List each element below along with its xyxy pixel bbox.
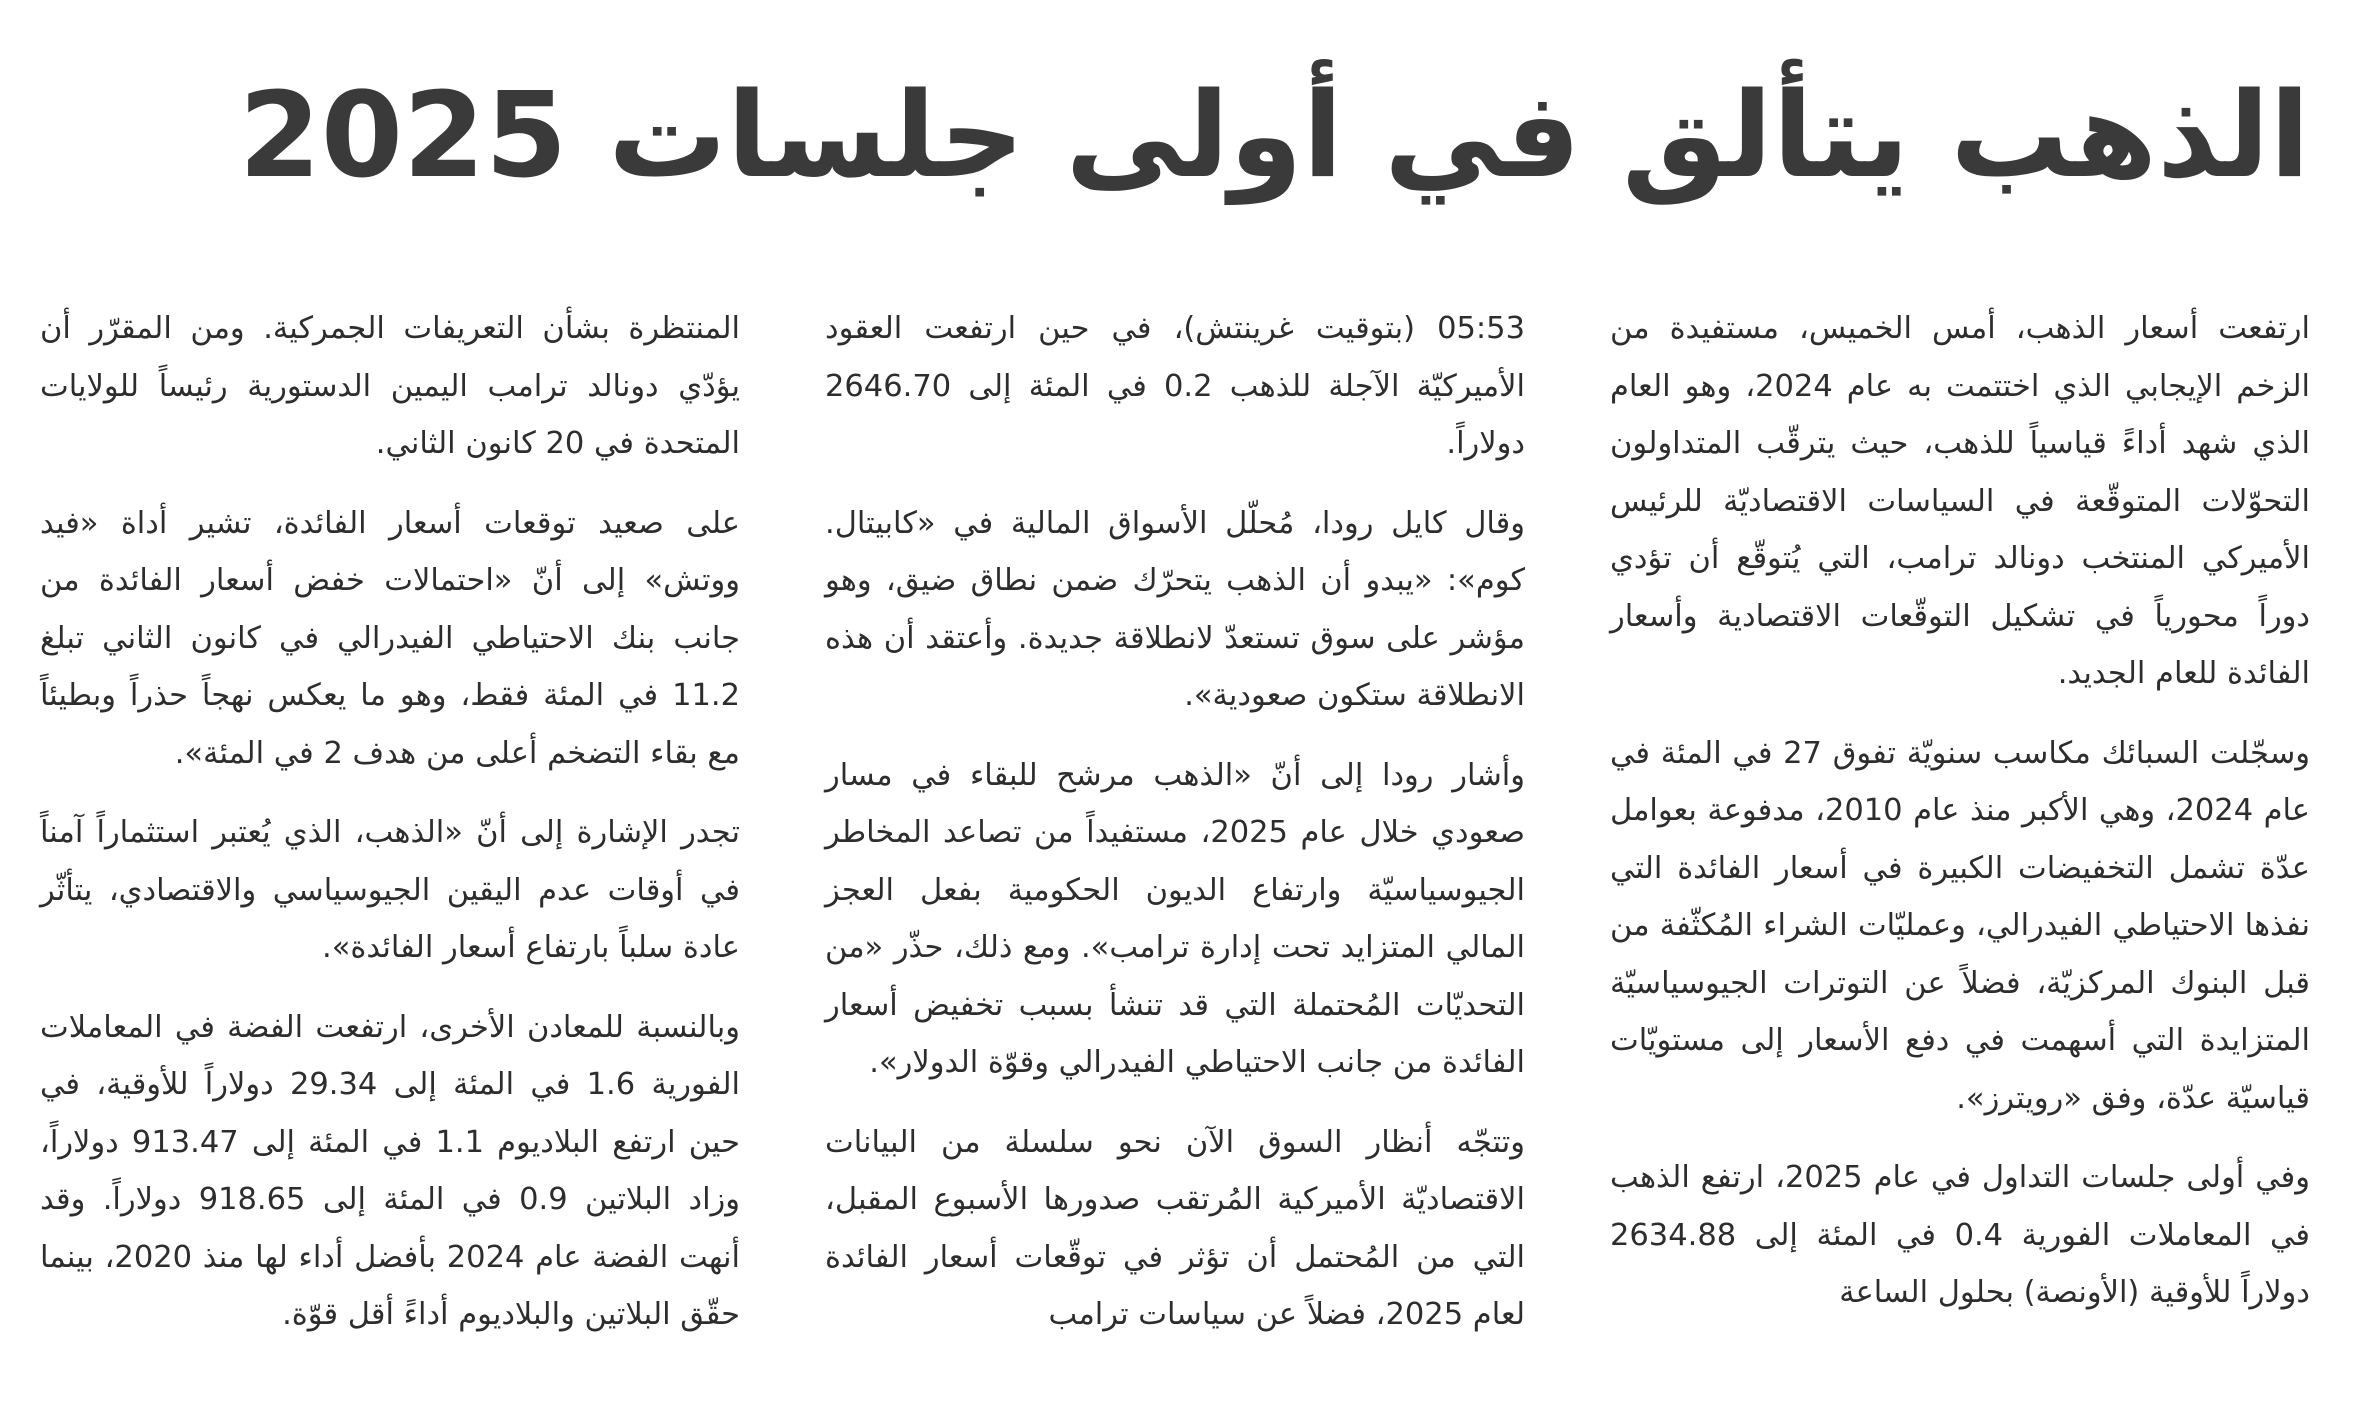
paragraph: تجدر الإشارة إلى أنّ «الذهب، الذي يُعتبر استثماراً آمناً في أوقات عدم اليقين الجيوسياسي والاقتصادي، يتأثّر عادة سلباً بارتفاع أسعار الفائدة». <box>40 815 740 965</box>
paragraph: على صعيد توقعات أسعار الفائدة، تشير أداة «فيد ووتش» إلى أنّ «احتمالات خفض أسعار الفائدة من جانب بنك الاحتياطي الفيدرالي في كانون الثاني تبلغ 11.2 في المئة فقط، وهو ما يعكس نهجاً حذراً وبطيئاً مع بقاء التضخم أعلى من هدف 2 في المئة». <box>40 505 740 771</box>
article-column-3 <box>40 300 740 1380</box>
paragraph: المنتظرة بشأن التعريفات الجمركية. ومن المقرّر أن يؤدّي دونالد ترامب اليمين الدستورية رئيساً للولايات المتحدة في 20 كانون الثاني. <box>40 311 740 461</box>
paragraph: وتتجّه أنظار السوق الآن نحو سلسلة من البيانات الاقتصاديّة الأميركية المُرتقب صدورها الأسبوع المقبل، التي من المُحتمل أن تؤثر في توقّعات أسعار الفائدة لعام 2025، فضلاً عن سياسات ترامب <box>825 1124 1525 1332</box>
article-column-1 <box>1610 300 2310 1380</box>
headline: الذهب يتألق في أولى جلسات 2025 <box>238 66 2310 204</box>
paragraph: 05:53 (بتوقيت غرينتش)، في حين ارتفعت العقود الأميركيّة الآجلة للذهب 0.2 في المئة إلى 2646.70 دولاراً. <box>825 311 1525 461</box>
paragraph: وسجّلت السبائك مكاسب سنويّة تفوق 27 في المئة في عام 2024، وهي الأكبر منذ عام 2010، مدفوعة بعوامل عدّة تشمل التخفيضات الكبيرة في أسعار الفائدة التي نفذها الاحتياطي الفيدرالي، وعمليّات الشراء المُكثّفة من قبل البنوك المركزيّة، فضلاً عن التوترات الجيوسياسيّة المتزايدة التي أسهمت في دفع الأسعار إلى مستويّات قياسيّة عدّة، وفق «رويترز». <box>1610 735 2310 1116</box>
article-columns <box>40 300 2310 1380</box>
paragraph: ارتفعت أسعار الذهب، أمس الخميس، مستفيدة من الزخم الإيجابي الذي اختتمت به عام 2024، وهو العام الذي شهد أداءً قياسياً للذهب، حيث يترقّب المتداولون التحوّلات المتوقّعة في السياسات الاقتصاديّة للرئيس الأميركي المنتخب دونالد ترامب، التي يُتوقّع أن تؤدي دوراً محورياً في تشكيل التوقّعات الاقتصادية وأسعار الفائدة للعام الجديد. <box>1610 311 2310 691</box>
paragraph: وبالنسبة للمعادن الأخرى، ارتفعت الفضة في المعاملات الفورية 1.6 في المئة إلى 29.34 دولاراً للأوقية، في حين ارتفع البلاديوم 1.1 في المئة إلى 913.47 دولاراً، وزاد البلاتين 0.9 في المئة إلى 918.65 دولاراً. وقد أنهت الفضة عام 2024 بأفضل أداء لها منذ 2020، بينما حقّق البلاتين والبلاديوم أداءً أقل قوّة. <box>40 1009 741 1332</box>
article-column-2 <box>825 300 1525 1380</box>
paragraph: وفي أولى جلسات التداول في عام 2025، ارتفع الذهب في المعاملات الفورية 0.4 في المئة إلى 2634.88 دولاراً للأوقية (الأونصة) بحلول الساعة <box>1610 1160 2310 1310</box>
paragraph: وأشار رودا إلى أنّ «الذهب مرشح للبقاء في مسار صعودي خلال عام 2025، مستفيداً من تصاعد المخاطر الجيوسياسيّة وارتفاع الديون الحكومية بفعل العجز المالي المتزايد تحت إدارة ترامب». ومع ذلك، حذّر «من التحديّات المُحتملة التي قد تنشأ بسبب تخفيض أسعار الفائدة من جانب الاحتياطي الفيدرالي وقوّة الدولار». <box>825 757 1525 1080</box>
paragraph: وقال كايل رودا، مُحلّل الأسواق المالية في «كابيتال. كوم»: «يبدو أن الذهب يتحرّك ضمن نطاق ضيق، وهو مؤشر على سوق تستعدّ لانطلاقة جديدة. وأعتقد أن هذه الانطلاقة ستكون صعودية». <box>825 505 1525 713</box>
